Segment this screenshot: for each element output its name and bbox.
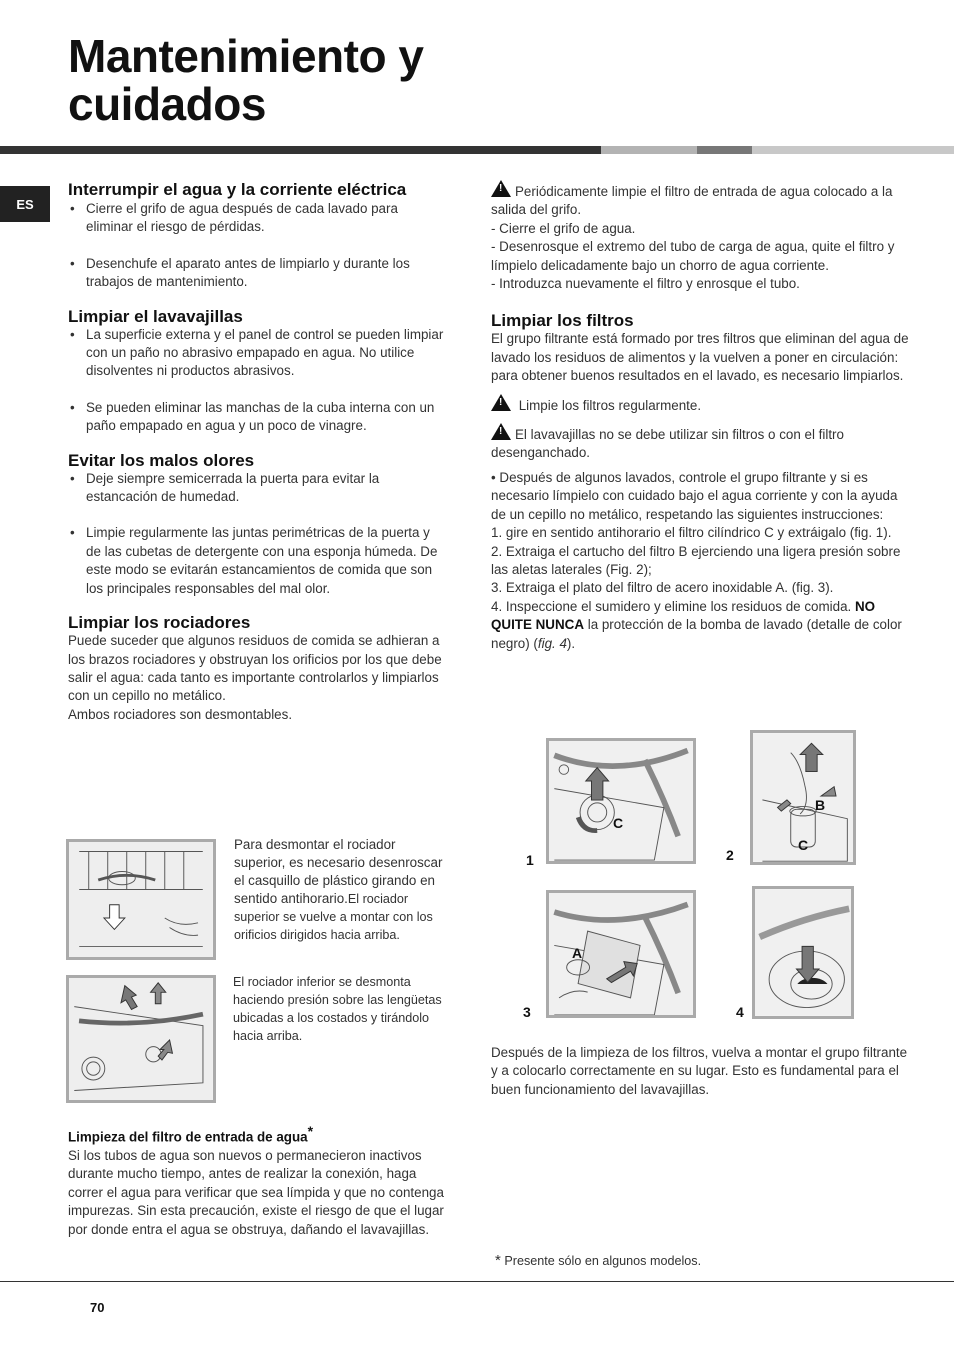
asterisk: *	[307, 1123, 314, 1139]
bullet-item: • Cierre el grifo de agua después de cada lavado para eliminar el riesgo de pérdidas.	[68, 200, 448, 237]
step-line: 1. gire en sentido antihorario el filtro cilíndrico C y extráigalo (fig. 1).	[491, 525, 892, 541]
filter-illustration-4	[755, 889, 851, 1016]
section-title-water-power: Interrumpir el agua y la corriente eléctrica	[68, 180, 407, 199]
bullet-item: • Deje siempre semicerrada la puerta para evitar la estancación de humedad.	[68, 470, 448, 507]
bullet-item: • Desenchufe el aparato antes de limpiarlo y durante los trabajos de mantenimiento.	[68, 255, 448, 292]
upper-spray-arm-illustration	[69, 842, 213, 957]
lower-spray-arm-illustration	[69, 978, 213, 1100]
header-bar-mid	[697, 146, 752, 154]
filter-label-A: A	[572, 945, 583, 961]
filter-label-C: C	[613, 815, 624, 831]
bullet-item: • Limpie regularmente las juntas perimétricas de la puerta y de las cubetas de detergente con una esponja húmeda. De este modo se evitarán estancamientos de comida que son los principales responsables del mal olor.	[68, 524, 448, 598]
paragraph: Ambos rociadores son desmontables.	[68, 706, 293, 722]
header-bar-light	[601, 146, 697, 154]
step-line: 3. Extraiga el plato del filtro de acero inoxidable A. (fig. 3).	[491, 580, 834, 596]
section-title-spray-arms: Limpiar los rociadores	[68, 613, 251, 633]
filter-label-C: C	[798, 837, 809, 853]
paragraph: El grupo filtrante está formado por tres filtros que eliminan del agua de lavado los residuos de alimentos y la vuelven a poner en circulación: para obtener buenos resultados en el lavado, es necesario limpiarlos.	[491, 331, 909, 384]
filter-figure-2	[750, 730, 856, 865]
filter-label-B: B	[815, 797, 826, 813]
figure-number-4: 4	[736, 1004, 744, 1020]
warning-paragraph: ! Limpie los filtros regularmente.	[491, 394, 911, 415]
upper-spray-arm-figure	[66, 839, 216, 960]
section-title-odors: Evitar los malos olores	[68, 450, 255, 470]
warning-icon: !	[491, 423, 511, 440]
section-title-filters: Limpiar los filtros	[491, 311, 634, 331]
filter-illustration-3	[549, 893, 693, 1015]
bullet-item: • Se pueden eliminar las manchas de la cuba interna con un paño empapado en agua y un poco de vinagre.	[68, 399, 448, 436]
bullet-item: • La superficie externa y el panel de control se pueden limpiar con un paño no abrasivo empapado en agua. No utilice disolventes ni productos abrasivos.	[68, 326, 448, 381]
step-line: 4. Inspeccione el sumidero y elimine los residuos de comida. NO QUITE NUNCA la protección de la bomba de lavado (detalle de color negro) (fig. 4).	[491, 598, 902, 651]
figure-number-3: 3	[523, 1004, 531, 1020]
footnote: * Presente sólo en algunos modelos.	[495, 1252, 702, 1269]
header-bar-lightest	[752, 146, 954, 154]
warning-paragraph: ! El lavavajillas no se debe utilizar sin filtros o con el filtro desenganchado.	[491, 423, 911, 463]
paragraph: • Después de algunos lavados, controle el grupo filtrante y si es necesario límpielo con cuidado bajo el agua corriente y con la ayuda de un cepillo no metálico, respetando las siguientes instrucciones:	[491, 469, 898, 522]
filter-figure-1	[546, 738, 696, 864]
warning-paragraph: ! Periódicamente limpie el filtro de entrada de agua colocado a la salida del grifo.	[491, 180, 911, 220]
left-column	[68, 180, 448, 724]
right-column-top	[491, 180, 911, 653]
water-filter-title: Limpieza del filtro de entrada de agua	[68, 1129, 308, 1145]
language-tab: ES	[0, 186, 50, 222]
water-filter-section	[68, 1122, 448, 1239]
page-number: 70	[90, 1300, 105, 1315]
lower-spray-arm-figure	[66, 975, 216, 1103]
instruction-line: - Desenrosque el extremo del tubo de carga de agua, quite el filtro y límpielo delicadamente bajo un chorro de agua corriente.	[491, 239, 895, 273]
page-title: Mantenimiento y cuidados	[68, 30, 424, 130]
footer-divider	[0, 1281, 954, 1282]
warning-icon: !	[491, 180, 511, 197]
filter-illustration-1	[549, 741, 693, 861]
paragraph: Si los tubos de agua son nuevos o permanecieron inactivos durante mucho tiempo, antes de realizar la conexión, haga correr el agua para verificar que sea límpida y que no contenga impurezas. Sin esta precaución, existe el riesgo de que el lugar por donde entra el agua se obstruya, dañando el lavavajillas.	[68, 1147, 444, 1237]
step-line: 2. Extraiga el cartucho del filtro B ejerciendo una ligera presión sobre las aletas laterales (Fig. 2);	[491, 543, 901, 577]
figure-number-1: 1	[526, 852, 534, 868]
filter-figure-4	[752, 886, 854, 1019]
warning-icon: !	[491, 394, 511, 411]
figure-number-2: 2	[726, 847, 734, 863]
instruction-line: - Cierre el grifo de agua.	[491, 220, 636, 236]
filter-figure-3	[546, 890, 696, 1018]
header-bar-dark	[0, 146, 601, 154]
lower-spray-arm-caption: El rociador inferior se desmonta haciendo presión sobre las lengüetas ubicadas a los costados y tirándolo hacia arriba.	[233, 975, 442, 1043]
footnote-asterisk: *	[495, 1252, 501, 1269]
instruction-line: - Introduzca nuevamente el filtro y enrosque el tubo.	[491, 276, 800, 292]
section-title-clean-dishwasher: Limpiar el lavavajillas	[68, 306, 243, 326]
upper-spray-arm-caption: Para desmontar el rociador superior, es necesario desenroscar el casquillo de plástico girando en sentido antihorario.El rociador superior se vuelve a montar con los orificios dirigidos hacia arriba.	[234, 837, 443, 942]
paragraph: Puede suceder que algunos residuos de comida se adhieran a los brazos rociadores y obstruyan los orificios por los que debe salir el agua: cada tanto es importante controlarlos y limpiarlos con un cepillo no metálico.	[68, 633, 442, 704]
after-cleaning-paragraph: Después de la limpieza de los filtros, vuelva a montar el grupo filtrante y a colocarlo correctamente en su lugar. Esto es fundamental para el buen funcionamiento del lavavajillas.	[491, 1045, 908, 1097]
